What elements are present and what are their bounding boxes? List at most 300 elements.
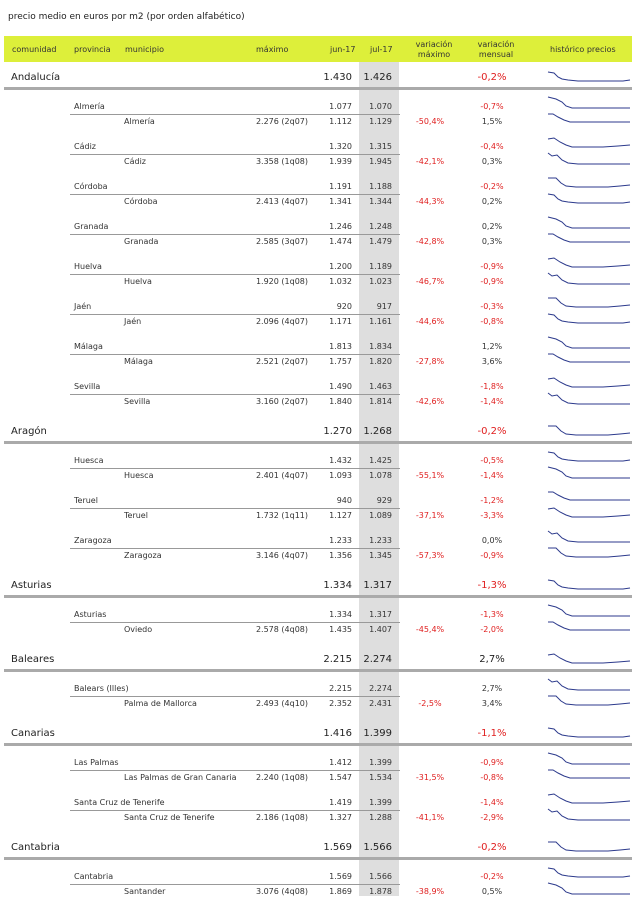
provincia-name: Córdoba (74, 182, 108, 191)
value-jul: 1.463 (369, 382, 392, 391)
value-jul: 1.129 (369, 117, 392, 126)
value-jun: 1.840 (329, 397, 352, 406)
variacion-mensual: 2,7% (481, 684, 503, 693)
provincia-row (0, 534, 640, 548)
provincia-sparkline-line (548, 258, 630, 267)
municipio-name: Palma de Mallorca (124, 699, 197, 708)
municipio-sparkline-line (548, 273, 630, 284)
value-jun: 1.093 (329, 471, 352, 480)
value-jul: 1.814 (369, 397, 392, 406)
municipio-name: Cádiz (124, 157, 146, 166)
municipio-sparkline (548, 506, 630, 520)
municipio-sparkline (548, 312, 630, 326)
provincia-name: Asturias (74, 610, 107, 619)
variacion-mensual: 2,7% (479, 654, 505, 665)
comunidad-sparkline-line (548, 72, 630, 81)
comunidad-sparkline-line (548, 842, 630, 851)
value-jun: 1.334 (329, 610, 352, 619)
value-jun: 1.356 (329, 551, 352, 560)
variacion-mensual: 0,2% (481, 222, 503, 231)
value-jun: 1.569 (329, 872, 352, 881)
provincia-row (0, 340, 640, 354)
municipio-sparkline-line (548, 696, 630, 705)
municipio-sparkline (548, 466, 630, 480)
header-variacion-maximo-2: máximo (417, 50, 451, 59)
municipio-sparkline-line (548, 809, 630, 820)
provincia-name: Teruel (74, 496, 98, 505)
comunidad-row (0, 728, 640, 742)
municipio-sparkline-line (548, 622, 630, 630)
value-jun: 1.171 (329, 317, 352, 326)
provincia-sparkline-line (548, 679, 630, 690)
value-jul: 1.945 (369, 157, 392, 166)
value-jun: 2.215 (329, 684, 352, 693)
provincia-sparkline (548, 752, 630, 766)
provincia-sparkline-line (548, 138, 630, 147)
municipio-row (0, 697, 640, 711)
value-jun: 1.416 (323, 728, 352, 739)
variacion-mensual: -1,1% (477, 728, 507, 739)
municipio-sparkline-line (548, 153, 630, 164)
comunidad-name: Andalucía (11, 72, 61, 83)
header-jul: jul-17 (370, 45, 393, 54)
provincia-sparkline (548, 792, 630, 806)
variacion-maximo: -27,8% (415, 357, 445, 366)
value-jul: 1.399 (369, 758, 392, 767)
variacion-mensual: -0,9% (480, 262, 504, 271)
value-jun: 1.327 (329, 813, 352, 822)
value-jun: 1.191 (329, 182, 352, 191)
provincia-row (0, 756, 640, 770)
page-title: precio medio en euros por m2 (por orden alfabético) (8, 12, 245, 22)
provincia-row (0, 796, 640, 810)
value-jul: 1.189 (369, 262, 392, 271)
municipio-sparkline (548, 768, 630, 782)
value-jul: 2.274 (369, 684, 392, 693)
variacion-maximo: -42,8% (415, 237, 445, 246)
variacion-mensual: -0,9% (480, 758, 504, 767)
value-maximo: 2.493 (4q10) (255, 699, 308, 708)
provincia-row (0, 260, 640, 274)
municipio-sparkline (548, 112, 630, 126)
provincia-name: Cádiz (74, 142, 96, 151)
municipio-sparkline-line (548, 548, 630, 557)
value-jul: 1.268 (363, 426, 392, 437)
comunidad-name: Aragón (11, 426, 47, 437)
municipio-name: Málaga (124, 357, 153, 366)
variacion-mensual: -0,5% (480, 456, 504, 465)
variacion-maximo: -44,6% (415, 317, 445, 326)
municipio-sparkline (548, 808, 630, 822)
municipio-sparkline-line (548, 508, 630, 517)
municipio-name: Oviedo (124, 625, 153, 634)
value-maximo: 2.578 (4q08) (255, 625, 308, 634)
provincia-sparkline-line (548, 531, 630, 542)
provincia-sparkline-line (548, 178, 630, 187)
variacion-maximo: -42,1% (415, 157, 445, 166)
value-jul: 1.089 (369, 511, 392, 520)
provincia-sparkline (548, 176, 630, 190)
value-jul: 1.399 (363, 728, 392, 739)
provincia-sparkline (548, 136, 630, 150)
value-jun: 1.869 (329, 887, 352, 896)
provincia-row (0, 100, 640, 114)
value-jul: 1.345 (369, 551, 392, 560)
municipio-name: Las Palmas de Gran Canaria (124, 773, 237, 782)
comunidad-divider (4, 857, 632, 860)
header-maximo: máximo (256, 45, 289, 54)
municipio-row (0, 195, 640, 209)
value-jul: 1.317 (369, 610, 392, 619)
provincia-sparkline (548, 866, 630, 880)
variacion-mensual: -1,4% (480, 397, 504, 406)
variacion-mensual: 3,6% (481, 357, 503, 366)
variacion-mensual: -1,4% (480, 471, 504, 480)
variacion-mensual: -0,2% (480, 182, 504, 191)
value-maximo: 2.186 (1q08) (255, 813, 308, 822)
provincia-name: Las Palmas (74, 758, 119, 767)
value-jun: 1.432 (329, 456, 352, 465)
variacion-mensual: -0,4% (480, 142, 504, 151)
provincia-row (0, 682, 640, 696)
value-jul: 1.834 (369, 342, 392, 351)
comunidad-row (0, 580, 640, 594)
variacion-mensual: -0,8% (480, 773, 504, 782)
value-jun: 1.757 (329, 357, 352, 366)
provincia-row (0, 300, 640, 314)
comunidad-divider (4, 87, 632, 90)
variacion-maximo: -45,4% (415, 625, 445, 634)
municipio-sparkline-line (548, 194, 630, 203)
variacion-mensual: -1,2% (480, 496, 504, 505)
value-jun: 1.270 (323, 426, 352, 437)
municipio-name: Granada (124, 237, 159, 246)
municipio-row (0, 395, 640, 409)
municipio-name: Santa Cruz de Tenerife (124, 813, 215, 822)
municipio-name: Teruel (124, 511, 148, 520)
comunidad-sparkline (548, 726, 630, 740)
provincia-row (0, 140, 640, 154)
comunidad-sparkline (548, 578, 630, 592)
municipio-name: Sevilla (124, 397, 151, 406)
municipio-name: Almería (124, 117, 155, 126)
variacion-mensual: -3,3% (480, 511, 504, 520)
header-variacion-maximo (408, 40, 460, 60)
value-maximo: 3.160 (2q07) (255, 397, 308, 406)
variacion-mensual: -2,0% (480, 625, 504, 634)
value-jun: 1.320 (329, 142, 352, 151)
provincia-row (0, 870, 640, 884)
variacion-maximo: -38,9% (415, 887, 445, 896)
variacion-maximo: -31,5% (415, 773, 445, 782)
municipio-row (0, 235, 640, 249)
value-jun: 1.341 (329, 197, 352, 206)
provincia-sparkline-line (548, 378, 630, 387)
value-jun: 1.813 (329, 342, 352, 351)
comunidad-name: Cantabria (11, 842, 60, 853)
municipio-sparkline (548, 232, 630, 246)
municipio-row (0, 469, 640, 483)
comunidad-name: Canarias (11, 728, 55, 739)
provincia-sparkline (548, 450, 630, 464)
value-jul: 2.431 (369, 699, 392, 708)
variacion-mensual: 0,3% (481, 157, 503, 166)
variacion-mensual: -0,9% (480, 277, 504, 286)
provincia-row (0, 380, 640, 394)
value-maximo: 2.401 (4q07) (255, 471, 308, 480)
value-jul: 1.425 (369, 456, 392, 465)
municipio-name: Huelva (124, 277, 152, 286)
provincia-sparkline (548, 530, 630, 544)
provincia-name: Balears (Illes) (74, 684, 129, 693)
variacion-mensual: -0,2% (477, 72, 507, 83)
value-jul: 1.344 (369, 197, 392, 206)
value-jul: 1.188 (369, 182, 392, 191)
value-jun: 2.352 (329, 699, 352, 708)
value-maximo: 2.585 (3q07) (255, 237, 308, 246)
comunidad-sparkline-line (548, 426, 630, 435)
provincia-sparkline-line (548, 452, 630, 461)
value-maximo: 1.920 (1q08) (255, 277, 308, 286)
comunidad-sparkline (548, 70, 630, 84)
value-jul: 1.566 (363, 842, 392, 853)
provincia-sparkline-line (548, 217, 630, 228)
provincia-row (0, 220, 640, 234)
municipio-sparkline-line (548, 354, 630, 362)
provincia-sparkline-line (548, 337, 630, 348)
municipio-sparkline (548, 152, 630, 166)
provincia-name: Santa Cruz de Tenerife (74, 798, 165, 807)
value-jul: 1.399 (369, 798, 392, 807)
variacion-mensual: -0,2% (477, 426, 507, 437)
municipio-sparkline-line (548, 393, 630, 404)
value-jun: 1.430 (323, 72, 352, 83)
municipio-name: Huesca (124, 471, 154, 480)
value-maximo: 3.358 (1q08) (255, 157, 308, 166)
comunidad-row (0, 426, 640, 440)
value-maximo: 3.146 (4q07) (255, 551, 308, 560)
provincia-name: Huesca (74, 456, 104, 465)
value-maximo: 3.076 (4q08) (255, 887, 308, 896)
provincia-sparkline (548, 678, 630, 692)
value-jun: 1.474 (329, 237, 352, 246)
value-jul: 1.479 (369, 237, 392, 246)
municipio-sparkline-line (548, 467, 630, 478)
value-jun: 1.435 (329, 625, 352, 634)
value-jul: 1.315 (369, 142, 392, 151)
municipio-row (0, 885, 640, 899)
provincia-sparkline-line (548, 298, 630, 307)
municipio-row (0, 771, 640, 785)
value-jul: 929 (376, 496, 392, 505)
value-jun: 940 (336, 496, 352, 505)
variacion-maximo: -42,6% (415, 397, 445, 406)
value-jun: 1.032 (329, 277, 352, 286)
municipio-name: Zaragoza (124, 551, 162, 560)
value-jun: 2.215 (323, 654, 352, 665)
provincia-sparkline-line (548, 605, 630, 616)
variacion-mensual: -1,3% (480, 610, 504, 619)
variacion-maximo: -37,1% (415, 511, 445, 520)
provincia-sparkline (548, 604, 630, 618)
header-comunidad: comunidad (12, 45, 57, 54)
municipio-sparkline (548, 272, 630, 286)
comunidad-sparkline-line (548, 654, 630, 663)
header-variacion-mensual-1: variación (477, 40, 515, 49)
header-variacion-mensual (468, 40, 524, 60)
provincia-name: Jaén (74, 302, 92, 311)
value-jul: 1.407 (369, 625, 392, 634)
municipio-sparkline (548, 882, 630, 896)
variacion-mensual: 0,2% (481, 197, 503, 206)
value-jun: 1.490 (329, 382, 352, 391)
value-jun: 1.246 (329, 222, 352, 231)
variacion-mensual: -2,9% (480, 813, 504, 822)
provincia-sparkline-line (548, 753, 630, 764)
provincia-row (0, 454, 640, 468)
variacion-maximo: -41,1% (415, 813, 445, 822)
provincia-name: Málaga (74, 342, 103, 351)
municipio-name: Jaén (124, 317, 142, 326)
variacion-maximo: -46,7% (415, 277, 445, 286)
variacion-mensual: -1,3% (477, 580, 507, 591)
variacion-mensual: 3,4% (481, 699, 503, 708)
value-jul: 2.274 (363, 654, 392, 665)
value-jul: 1.566 (369, 872, 392, 881)
comunidad-name: Baleares (11, 654, 55, 665)
value-jul: 1.820 (369, 357, 392, 366)
municipio-sparkline (548, 620, 630, 634)
value-maximo: 2.521 (2q07) (255, 357, 308, 366)
municipio-sparkline-line (548, 314, 630, 323)
comunidad-name: Asturias (11, 580, 52, 591)
value-jun: 1.547 (329, 773, 352, 782)
value-jun: 920 (336, 302, 352, 311)
variacion-mensual: -0,2% (480, 872, 504, 881)
provincia-sparkline (548, 336, 630, 350)
variacion-mensual: 0,3% (481, 237, 503, 246)
provincia-row (0, 494, 640, 508)
provincia-sparkline (548, 296, 630, 310)
comunidad-divider (4, 441, 632, 444)
municipio-row (0, 623, 640, 637)
provincia-sparkline-line (548, 492, 630, 500)
provincia-sparkline-line (548, 97, 630, 108)
table-header (4, 36, 632, 62)
variacion-mensual: 0,5% (481, 887, 503, 896)
municipio-row (0, 315, 640, 329)
comunidad-sparkline (548, 424, 630, 438)
provincia-sparkline-line (548, 868, 630, 877)
municipio-sparkline-line (548, 234, 630, 242)
value-jul: 1.161 (369, 317, 392, 326)
header-provincia: provincia (74, 45, 111, 54)
provincia-name: Almería (74, 102, 105, 111)
value-jul: 917 (376, 302, 392, 311)
municipio-row (0, 509, 640, 523)
variacion-mensual: 0,0% (481, 536, 503, 545)
value-maximo: 2.240 (1q08) (255, 773, 308, 782)
value-jun: 1.334 (323, 580, 352, 591)
comunidad-row (0, 72, 640, 86)
municipio-sparkline (548, 352, 630, 366)
variacion-mensual: -0,3% (480, 302, 504, 311)
municipio-row (0, 811, 640, 825)
value-jun: 1.419 (329, 798, 352, 807)
value-jul: 1.070 (369, 102, 392, 111)
provincia-name: Cantabria (74, 872, 114, 881)
municipio-sparkline (548, 192, 630, 206)
header-municipio: municipio (125, 45, 164, 54)
value-jun: 1.112 (329, 117, 352, 126)
variacion-maximo: -50,4% (415, 117, 445, 126)
value-jul: 1.233 (369, 536, 392, 545)
comunidad-row (0, 654, 640, 668)
provincia-row (0, 180, 640, 194)
municipio-sparkline-line (548, 883, 630, 894)
header-variacion-mensual-2: mensual (478, 50, 514, 59)
provincia-sparkline (548, 96, 630, 110)
value-jun: 1.077 (329, 102, 352, 111)
municipio-row (0, 355, 640, 369)
value-jun: 1.412 (329, 758, 352, 767)
comunidad-divider (4, 669, 632, 672)
municipio-sparkline (548, 392, 630, 406)
provincia-name: Granada (74, 222, 109, 231)
value-jul: 1.534 (369, 773, 392, 782)
comunidad-sparkline-line (548, 580, 630, 589)
variacion-mensual: 1,5% (481, 117, 503, 126)
municipio-row (0, 549, 640, 563)
municipio-sparkline-line (548, 114, 630, 122)
provincia-sparkline (548, 490, 630, 504)
value-jun: 1.939 (329, 157, 352, 166)
variacion-mensual: -0,2% (477, 842, 507, 853)
value-jun: 1.569 (323, 842, 352, 853)
municipio-row (0, 115, 640, 129)
municipio-name: Santander (124, 887, 166, 896)
provincia-sparkline-line (548, 794, 630, 803)
provincia-name: Zaragoza (74, 536, 112, 545)
variacion-maximo: -44,3% (415, 197, 445, 206)
value-jul: 1.288 (369, 813, 392, 822)
provincia-sparkline (548, 216, 630, 230)
value-jul: 1.078 (369, 471, 392, 480)
municipio-row (0, 155, 640, 169)
value-jul: 1.248 (369, 222, 392, 231)
value-jun: 1.127 (329, 511, 352, 520)
provincia-name: Sevilla (74, 382, 101, 391)
municipio-sparkline (548, 546, 630, 560)
comunidad-sparkline (548, 840, 630, 854)
value-jul: 1.878 (369, 887, 392, 896)
value-maximo: 2.276 (2q07) (255, 117, 308, 126)
municipio-name: Córdoba (124, 197, 158, 206)
municipio-sparkline (548, 694, 630, 708)
comunidad-divider (4, 743, 632, 746)
provincia-sparkline (548, 376, 630, 390)
header-historico: histórico precios (550, 45, 616, 54)
provincia-name: Huelva (74, 262, 102, 271)
variacion-maximo: -57,3% (415, 551, 445, 560)
value-jun: 1.233 (329, 536, 352, 545)
value-jul: 1.426 (363, 72, 392, 83)
provincia-sparkline (548, 256, 630, 270)
municipio-row (0, 275, 640, 289)
value-maximo: 2.096 (4q07) (255, 317, 308, 326)
variacion-maximo: -55,1% (415, 471, 445, 480)
value-jun: 1.200 (329, 262, 352, 271)
